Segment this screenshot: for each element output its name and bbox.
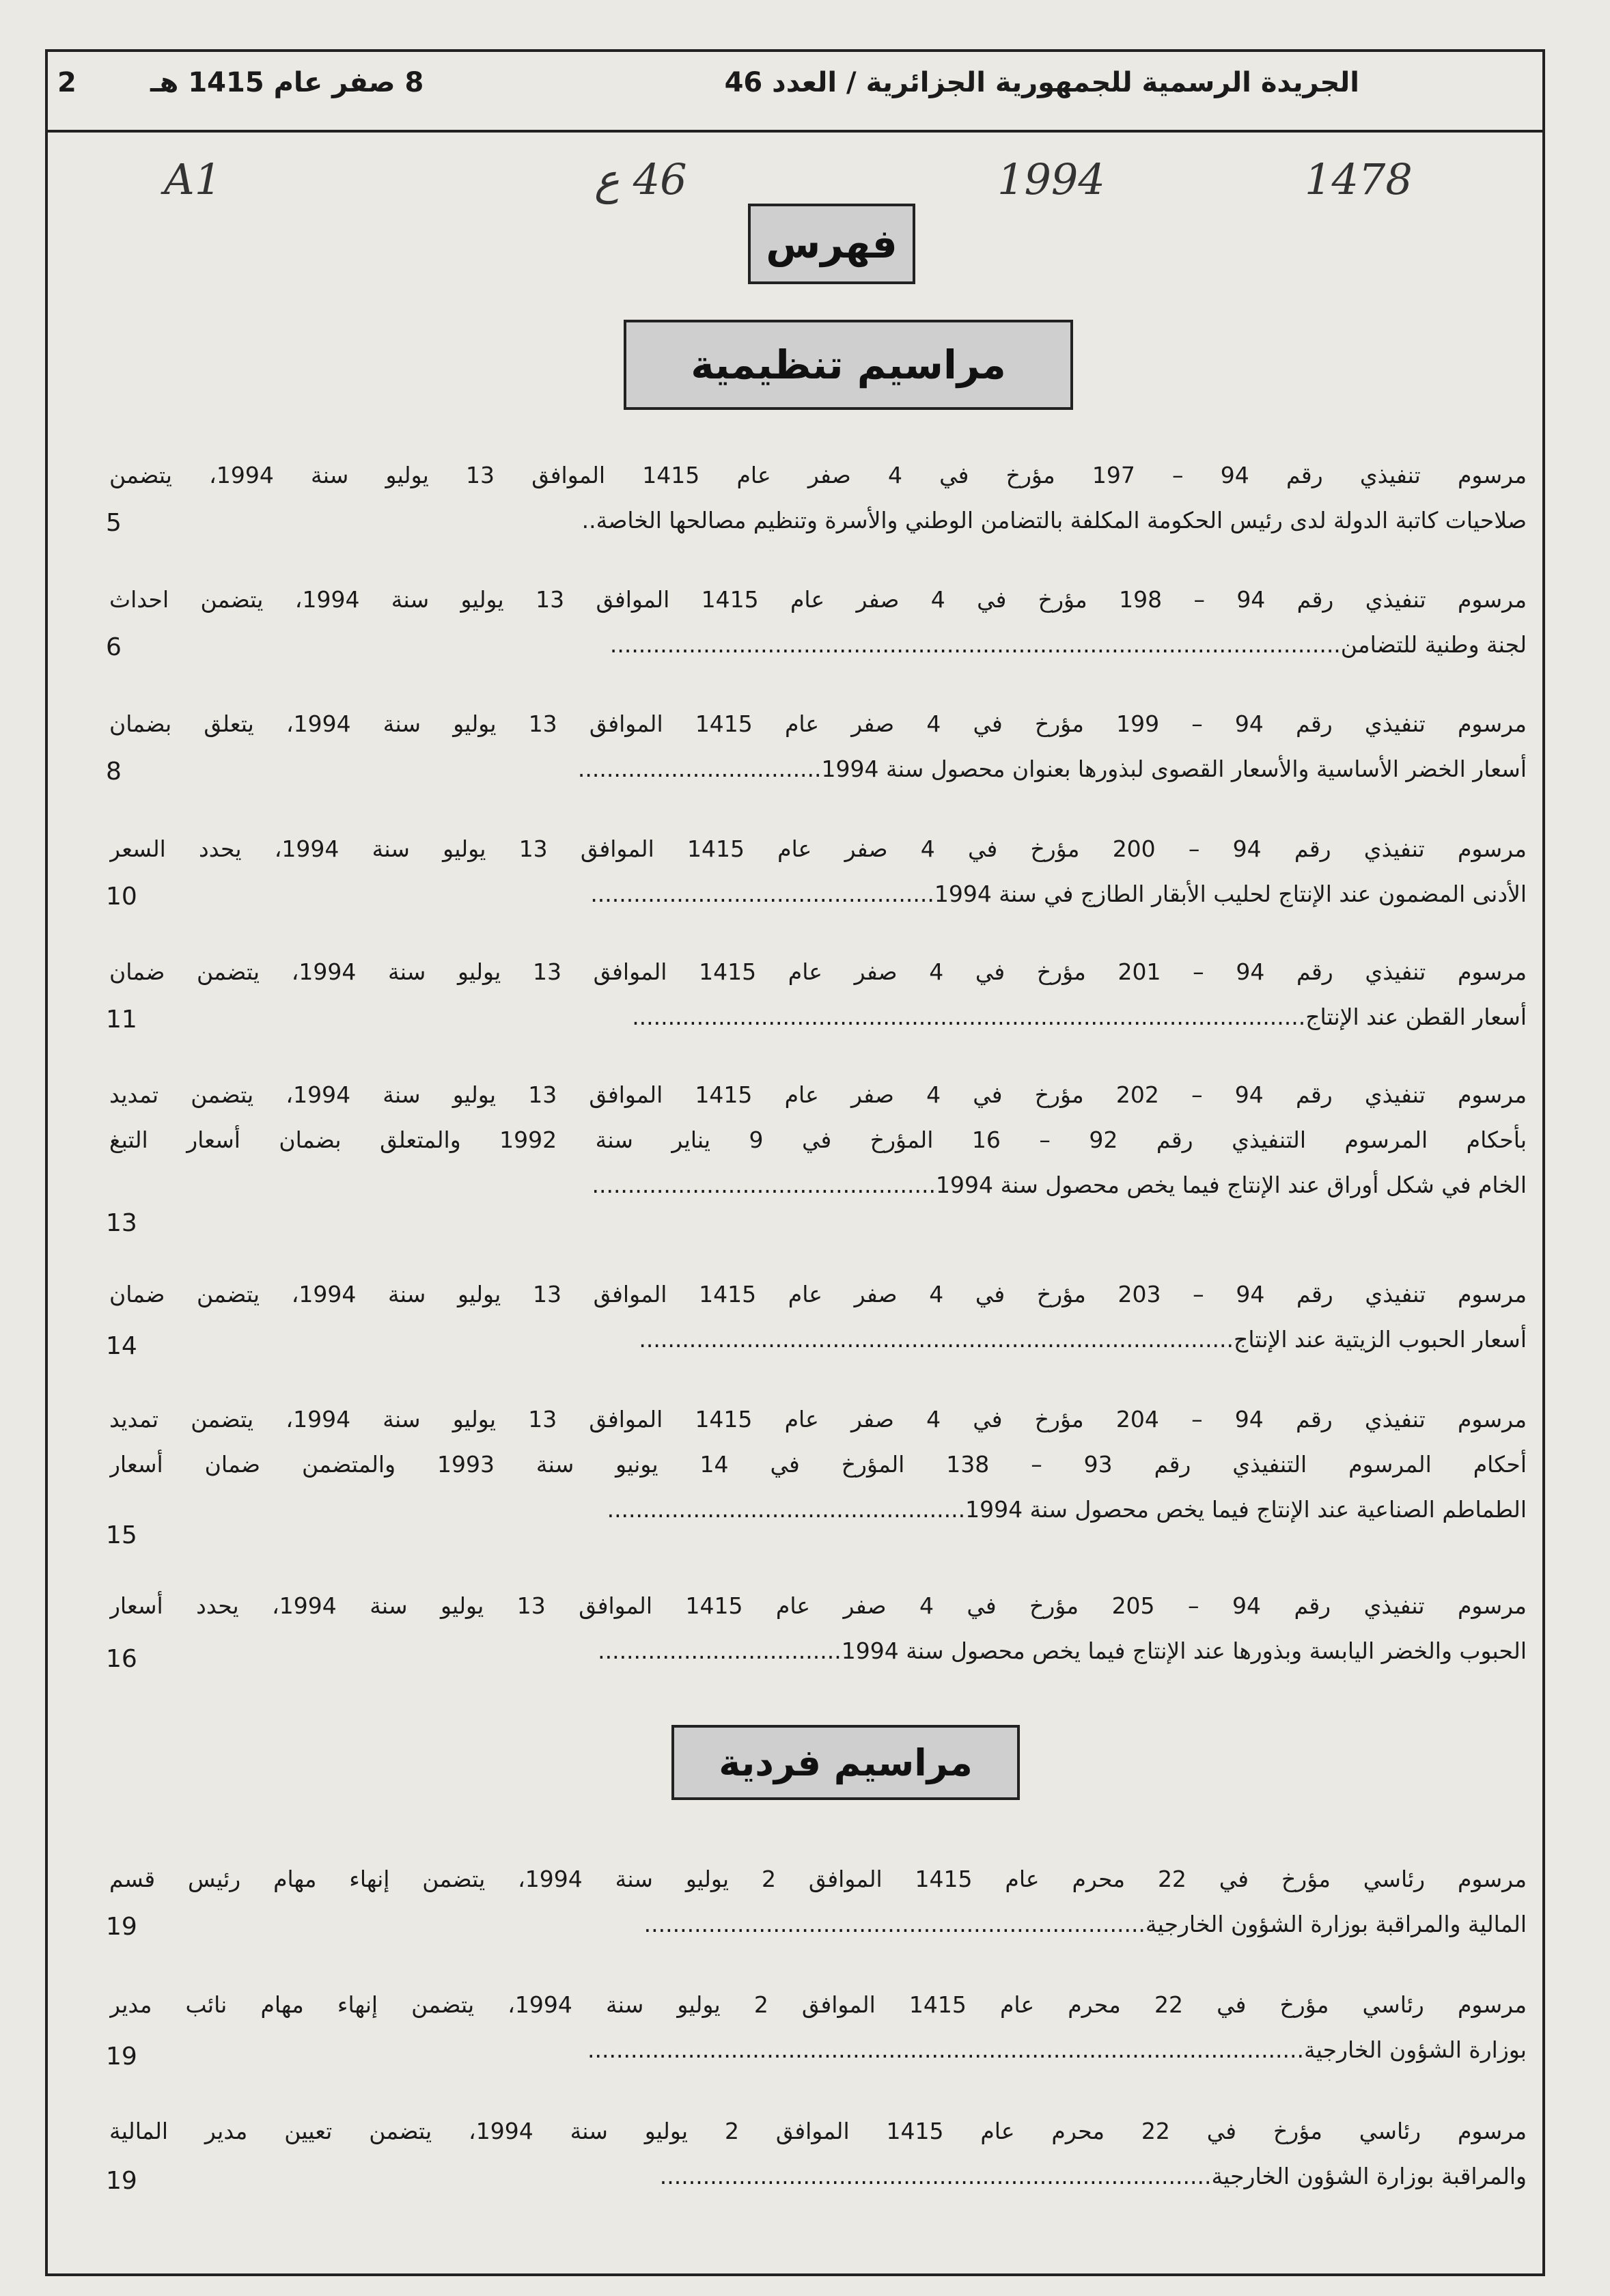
entry-line: مرسوم تنفيذي رقم 94 – 203 مؤرخ في 4 صفر عام 1415 الموافق 13 يوليو سنة 1994، يتضمن ضمان <box>109 1281 1527 1308</box>
header-date: 8 صفر عام 1415 هـ <box>150 67 424 98</box>
entry-line: مرسوم تنفيذي رقم 94 – 198 مؤرخ في 4 صفر عام 1415 الموافق 13 يوليو سنة 1994، يتضمن احداث <box>109 586 1527 613</box>
entry-page-number[interactable]: 19 <box>106 1913 137 1941</box>
entry-line: مرسوم تنفيذي رقم 94 – 205 مؤرخ في 4 صفر عام 1415 الموافق 13 يوليو سنة 1994، يحدد أسعار <box>109 1592 1527 1619</box>
entry-page-number[interactable]: 8 <box>106 758 122 786</box>
entry-page-number[interactable]: 15 <box>106 1521 137 1549</box>
entry-page-number[interactable]: 10 <box>106 883 137 911</box>
entry-page-number[interactable]: 19 <box>106 2167 137 2195</box>
toc-entry[interactable] <box>109 2109 1527 2199</box>
entry-line: بوزارة الشؤون الخارجية.................................................................................................... <box>587 2036 1527 2063</box>
header-title: الجريدة الرسمية للجمهورية الجزائرية / العدد 46 <box>724 67 1359 98</box>
handwritten-note: 1994 <box>997 154 1105 204</box>
entry-line: الخام في شكل أوراق عند الإنتاج فيما يخص محصول سنة 1994................................................ <box>592 1172 1527 1198</box>
entry-line: أسعار القطن عند الإنتاج.............................................................................................. <box>632 1004 1527 1030</box>
entry-page-number[interactable]: 19 <box>106 2043 137 2071</box>
entry-line: الأدنى المضمون عند الإنتاج لحليب الأبقار الطازج في سنة 1994................................................ <box>590 881 1527 907</box>
entry-line: مرسوم تنفيذي رقم 94 – 204 مؤرخ في 4 صفر عام 1415 الموافق 13 يوليو سنة 1994، يتضمن تمديد <box>109 1406 1527 1433</box>
entry-line: أسعار الخضر الأساسية والأسعار القصوى لبذورها بعنوان محصول سنة 1994.................................. <box>577 756 1527 782</box>
toc-entry[interactable] <box>109 1982 1527 2073</box>
toc-entry[interactable] <box>109 1857 1527 1947</box>
entry-line: مرسوم تنفيذي رقم 94 – 200 مؤرخ في 4 صفر عام 1415 الموافق 13 يوليو سنة 1994، يحدد السعر <box>109 835 1527 862</box>
entry-line: مرسوم تنفيذي رقم 94 – 197 مؤرخ في 4 صفر عام 1415 الموافق 13 يوليو سنة 1994، يتضمن <box>109 462 1527 488</box>
entry-line: والمراقبة بوزارة الشؤون الخارجية............................................................................. <box>659 2163 1527 2189</box>
entry-page-number[interactable]: 11 <box>106 1006 137 1034</box>
toc-entry[interactable] <box>109 702 1527 792</box>
entry-line: بأحكام المرسوم التنفيذي رقم 92 – 16 المؤرخ في 9 يناير سنة 1992 والمتعلق بضمان أسعار التبغ <box>109 1126 1527 1153</box>
entry-line: مرسوم رئاسي مؤرخ في 22 محرم عام 1415 الموافق 2 يوليو سنة 1994، يتضمن إنهاء مهام نائب مدير <box>109 1991 1527 2018</box>
handwritten-note: 1478 <box>1305 154 1413 204</box>
entry-line: الطماطم الصناعية عند الإنتاج فيما يخص محصول سنة 1994.................................................. <box>607 1496 1527 1523</box>
entry-line: أحكام المرسوم التنفيذي رقم 93 – 138 المؤرخ في 14 يونيو سنة 1993 والمتضمن ضمان أسعار <box>109 1451 1527 1478</box>
entry-line: مرسوم رئاسي مؤرخ في 22 محرم عام 1415 الموافق 2 يوليو سنة 1994، يتضمن تعيين مدير المالية <box>109 2118 1527 2144</box>
toc-entry[interactable] <box>109 950 1527 1040</box>
entry-page-number[interactable]: 6 <box>106 633 122 661</box>
index-title: فهرس <box>748 204 915 284</box>
entry-page-number[interactable]: 5 <box>106 509 122 537</box>
toc-entry[interactable] <box>109 1397 1527 1532</box>
handwritten-note: 46 ع <box>594 154 687 204</box>
entry-line: لجنة وطنية للتضامن...................................................................................................... <box>609 631 1527 658</box>
toc-entry[interactable] <box>109 577 1527 667</box>
entry-line: صلاحيات كاتبة الدولة لدى رئيس الحكومة المكلفة بالتضامن الوطني والأسرة وتنظيم مصالحها الخاصة.. <box>581 507 1527 534</box>
entry-line: أسعار الحبوب الزيتية عند الإنتاج................................................................................... <box>639 1326 1527 1353</box>
toc-entry[interactable] <box>109 1583 1527 1674</box>
handwritten-note: A1 <box>164 154 222 204</box>
entry-page-number[interactable]: 16 <box>106 1645 137 1673</box>
page-number: 2 <box>57 67 77 98</box>
entry-line: الحبوب والخضر اليابسة وبذورها عند الإنتاج فيما يخص محصول سنة 1994.................................. <box>598 1637 1527 1664</box>
section-individual-decrees: مراسيم فردية <box>671 1725 1020 1800</box>
entry-line: مرسوم تنفيذي رقم 94 – 202 مؤرخ في 4 صفر عام 1415 الموافق 13 يوليو سنة 1994، يتضمن تمديد <box>109 1081 1527 1108</box>
toc-entry[interactable] <box>109 1272 1527 1362</box>
entry-line: مرسوم تنفيذي رقم 94 – 201 مؤرخ في 4 صفر عام 1415 الموافق 13 يوليو سنة 1994، يتضمن ضمان <box>109 958 1527 985</box>
section-regulatory-decrees: مراسيم تنظيمية <box>624 320 1073 410</box>
page-header <box>48 52 1542 133</box>
toc-entry[interactable] <box>109 453 1527 543</box>
entry-line: مرسوم رئاسي مؤرخ في 22 محرم عام 1415 الموافق 2 يوليو سنة 1994، يتضمن إنهاء مهام رئيس قسم <box>109 1866 1527 1892</box>
toc-entry[interactable] <box>109 827 1527 917</box>
toc-entry[interactable] <box>109 1073 1527 1208</box>
entry-page-number[interactable]: 13 <box>106 1209 137 1237</box>
entry-line: مرسوم تنفيذي رقم 94 – 199 مؤرخ في 4 صفر عام 1415 الموافق 13 يوليو سنة 1994، يتعلق بضمان <box>109 710 1527 737</box>
entry-page-number[interactable]: 14 <box>106 1332 137 1360</box>
entry-line: المالية والمراقبة بوزارة الشؤون الخارجية...................................................................... <box>643 1911 1527 1937</box>
